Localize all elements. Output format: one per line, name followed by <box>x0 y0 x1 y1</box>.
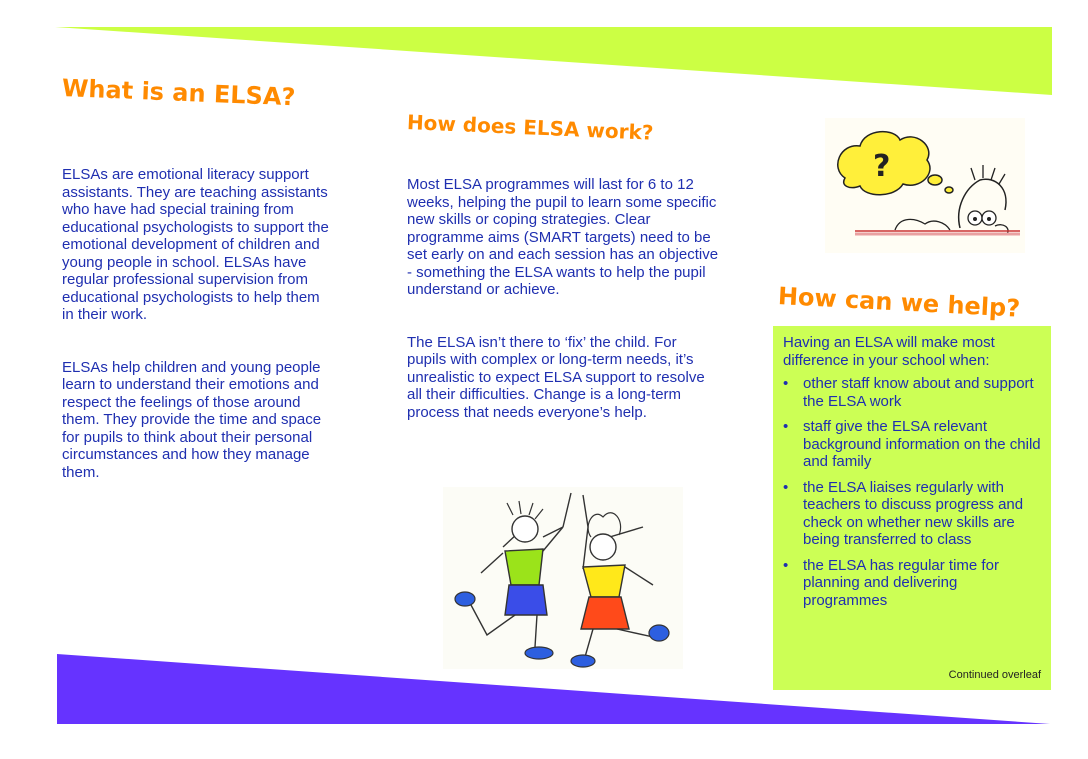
help-panel <box>773 326 1051 690</box>
col2-paragraph-2: The ELSA isn’t there to ‘fix’ the child. For pupils with complex or long-term needs, it’s unrealistic to expect ELSA support to resolve all their difficulties. Change is a long-term process that needs everyone’s help. <box>407 333 705 421</box>
svg-text:?: ? <box>873 149 891 184</box>
heading-how-can-we-help: How can we help? <box>777 282 1021 323</box>
col2-paragraph-1: Most ELSA programmes will last for 6 to 12 weeks, helping the pupil to learn some specific new skills or coping strategies. Clear programme aims (SMART targets) need to be set early on and each session has an objective - something the ELSA wants to help the pupil understand or achieve. <box>407 176 719 298</box>
heading-how-does-elsa-work: How does ELSA work? <box>406 110 654 145</box>
list-item: • the ELSA liaises regularly with teachers to discuss progress and check on whether new skills are being transferred to class <box>783 479 1043 549</box>
list-item: • the ELSA has regular time for planning and delivering programmes <box>783 557 1043 610</box>
col1-paragraph-2: ELSAs help children and young people learn to understand their emotions and respect the feelings of those around them. They provide the time and space for pupils to think about their personal circumstances and how they manage them. <box>62 358 322 481</box>
help-intro: Having an ELSA will make most difference in your school when: <box>783 334 995 369</box>
dancing-children-icon <box>443 487 683 674</box>
col1-text <box>62 166 334 481</box>
help-list <box>783 375 1043 609</box>
heading-what-is-elsa: What is an ELSA? <box>61 74 296 112</box>
thinking-cartoon-icon <box>825 118 1025 258</box>
list-item: • other staff know about and support the ELSA work <box>783 375 1043 410</box>
continued-note: Continued overleaf <box>948 668 1041 681</box>
col2-text <box>407 176 719 421</box>
col1-paragraph-1: ELSAs are emotional literacy support assistants. They are teaching assistants who have had special training from educational psychologists to support the emotional development of children and young people in school. ELSAs have regular professional supervision from educational psychologists to help them in their work. <box>62 166 329 323</box>
list-item: • staff give the ELSA relevant background information on the child and family <box>783 418 1043 471</box>
